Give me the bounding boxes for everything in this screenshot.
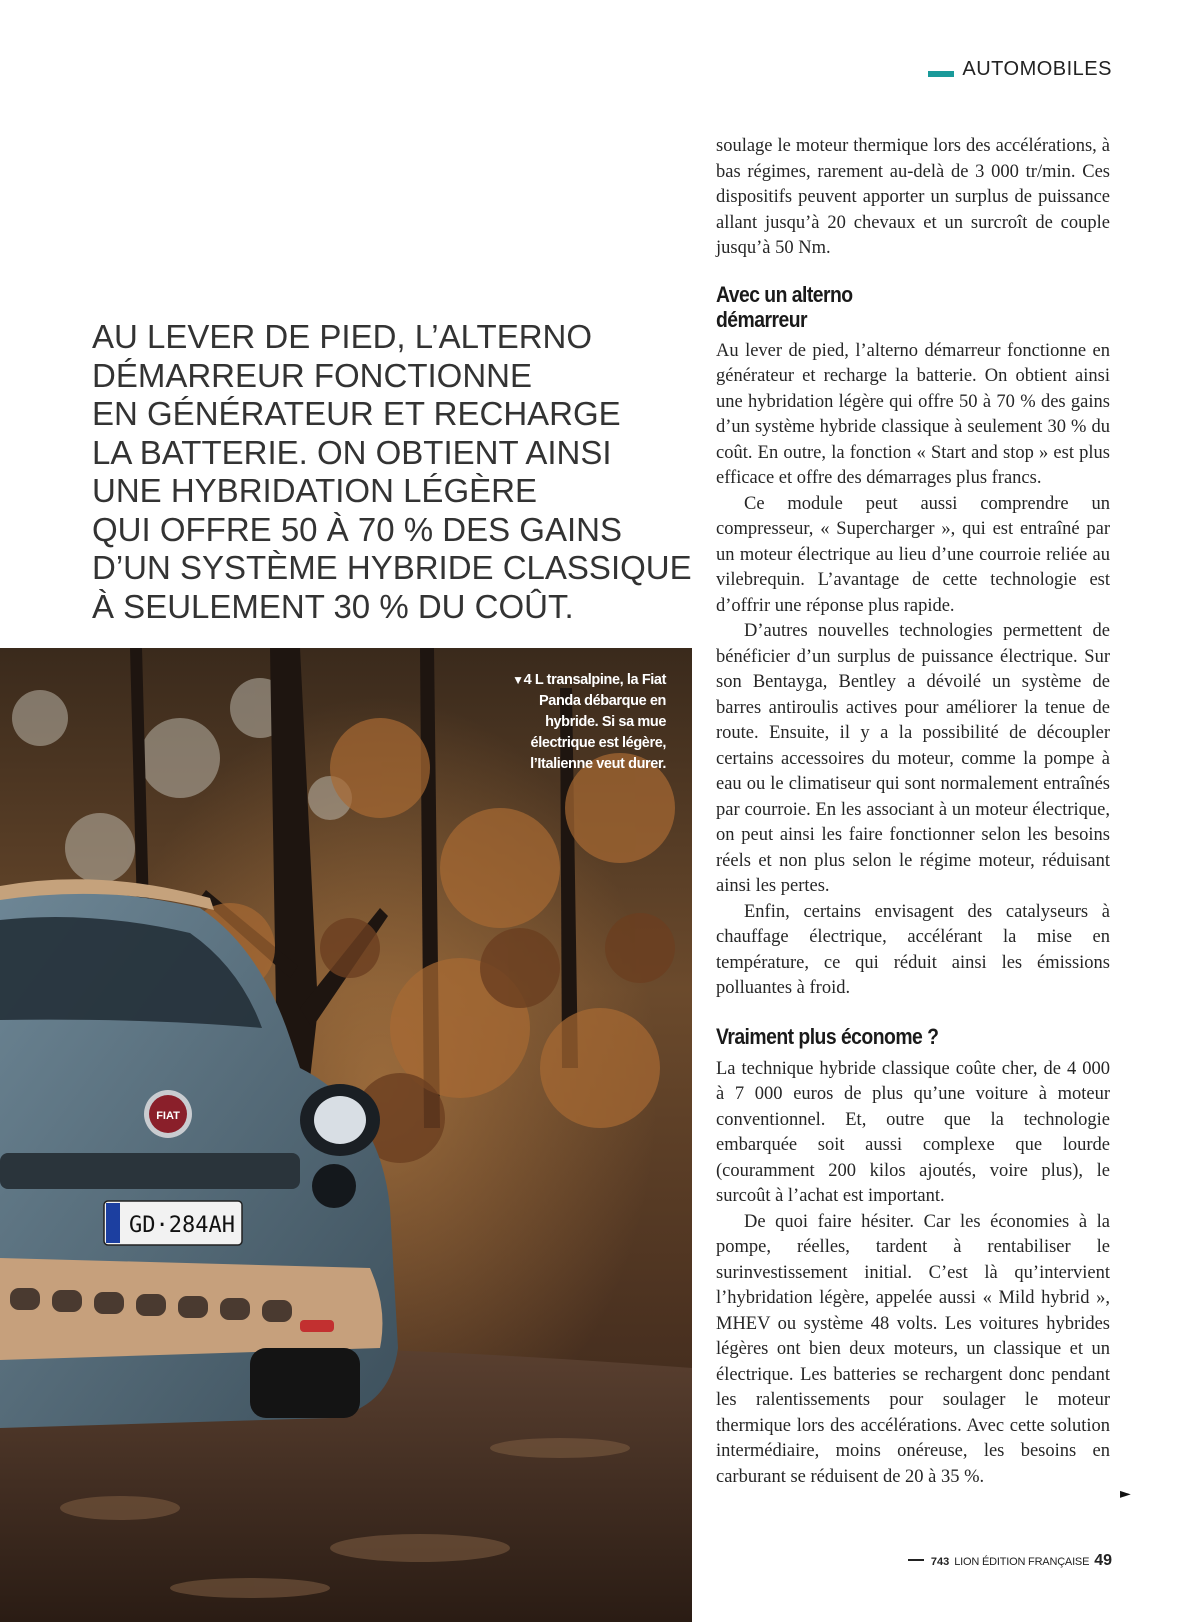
pull-quote [92,318,692,626]
license-plate-text: GD·284AH [129,1213,235,1238]
badge-text: FIAT [156,1110,180,1122]
car-photo [0,648,692,1622]
article-paragraph: soulage le moteur thermique lors des accélérations, à bas régimes, rarement au-delà de 3 000 tr/min. Ces dispositifs peuvent apporter un surplus de puissance allant jusqu’à 20 chevaux et un surcroît de couple jusqu’à 50 Nm. [716,136,1110,258]
page-number: 49 [1094,1552,1112,1569]
pull-quote-line: QUI OFFRE 50 À 70 % DES GAINS [92,510,622,548]
publication-name: LION ÉDITION FRANÇAISE [954,1556,1090,1568]
article-column [716,134,1110,1490]
footer-dash [908,1559,924,1561]
subheading-alterno: Avec un alterno démarreur [716,281,853,332]
pull-quote-line: À SEULEMENT 30 % DU COÛT. [92,587,574,625]
pull-quote-line: LA BATTERIE. ON OBTIENT AINSI [92,433,612,471]
page-footer [908,1552,1112,1570]
article-paragraph: La technique hybride classique coûte cher, de 4 000 à 7 000 euros de plus qu’une voiture à moteur conventionnel. Et, outre que la technologie embarquée soit aussi complexe que lourde (couramment 200 kilos ajoutés, voire plus), le surcoût à l’achat est important. [716,1058,1110,1206]
fiat-panda-illustration [0,648,692,1622]
section-accent-bar [928,71,954,77]
article-paragraph: De quoi faire hésiter. Car les économies à la pompe, réelles, tardent à rentabiliser le surinvestissement initial. C’est là qu’intervient l’hybridation légère, appelée aussi « Mild hybrid », MHEV ou système 48 volts. Les voitures hybrides légères ont bien deux moteurs, un classique et un électrique. Les batteries se rechargent donc pendant les ralentissements pour soulager le moteur thermique lors des accélérations. Avec cette solution intermédiaire, moins onéreuse, les besoins en carburant se réduisent de 20 à 35 %. [716,1211,1110,1487]
caption-text: 4 L transalpine, la Fiat Panda débarque en hybride. Si sa mue électrique est légère, l’Italienne veut durer. [523,672,666,772]
issue-number: 743 [930,1556,950,1568]
section-header [928,58,1112,81]
article-paragraph: Au lever de pied, l’alterno démarreur fonctionne en générateur et recharge la batterie. On obtient ainsi une hybridation légère qui offre 50 à 70 % des gains d’un système hybride classique à seulement 30 % du coût. En outre, la fonction « Start and stop » est plus efficace et offre des démarrages plus francs. [716,340,1110,488]
pull-quote-line: D’UN SYSTÈME HYBRIDE CLASSIQUE [92,549,692,586]
section-label: AUTOMOBILES [962,58,1112,80]
photo-caption [496,670,666,775]
pull-quote-line: DÉMARREUR FONCTIONNE [92,356,533,394]
article-paragraph: Ce module peut aussi comprendre un compresseur, « Supercharger », qui est entraîné par un moteur électrique au lieu d’une courroie reliée au vilebrequin. L’avantage de cette technologie est d’offrir une réponse plus rapide. [716,493,1110,616]
pull-quote-line: UNE HYBRIDATION LÉGÈRE [92,472,537,509]
article-paragraph: Enfin, certains envisagent des catalyseurs à chauffage électrique, accélérant la mise en température, ce qui réduit ainsi les émissions polluantes à froid. [716,901,1110,998]
subheading-econome: Vraiment plus économe ? [716,1023,939,1049]
article-paragraph: D’autres nouvelles technologies permettent de bénéficier d’un surplus de puissance électrique. Sur son Bentayga, Bentley a dévoilé un système de barres antiroulis actives pour améliorer la tenue de route. Ensuite, il y a la possibilité de découpler certains accessoires du moteur, comme la pompe à eau ou le climatiseur qui sont normalement entraînés par courroie. En les associant à un moteur électrique, on peut ainsi les faire fonctionner selon les besoins réels et non plus selon le régime moteur, réduisant ainsi les pertes. [716,621,1110,896]
pull-quote-line: EN GÉNÉRATEUR ET RECHARGE [92,395,621,432]
continue-arrow-icon: ► [1120,1486,1131,1502]
pull-quote-line: AU LEVER DE PIED, L’ALTERNO [92,318,593,355]
caption-triangle-icon: ▼ [512,673,524,687]
